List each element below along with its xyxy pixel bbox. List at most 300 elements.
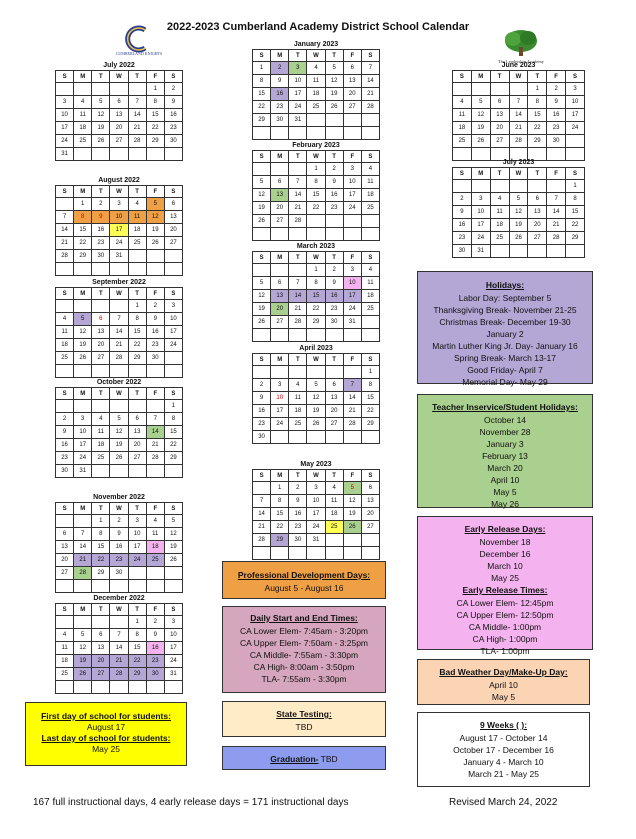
first-day-date: August 17 bbox=[86, 722, 126, 732]
weekday-header: S bbox=[566, 168, 585, 180]
day-cell: 30 bbox=[453, 245, 472, 258]
weekday-header: F bbox=[547, 168, 566, 180]
day-cell bbox=[361, 215, 379, 228]
month-title: July 2022 bbox=[103, 62, 135, 69]
day-cell: 28 bbox=[343, 418, 361, 431]
month-title: January 2023 bbox=[293, 41, 339, 48]
day-cell: 14 bbox=[361, 75, 379, 88]
weekday-header: W bbox=[307, 252, 325, 264]
day-cell: 28 bbox=[361, 101, 379, 114]
day-cell: 13 bbox=[56, 541, 74, 554]
early-release-day-line: November 18 bbox=[479, 537, 531, 547]
day-cell: 19 bbox=[509, 219, 528, 232]
day-cell bbox=[253, 547, 271, 560]
day-cell: 24 bbox=[289, 101, 307, 114]
holidays-heading: Holidays: bbox=[485, 280, 525, 290]
day-cell: 17 bbox=[74, 439, 92, 452]
weekday-header: T bbox=[128, 288, 146, 300]
day-cell: 15 bbox=[128, 642, 146, 655]
day-cell: 23 bbox=[146, 655, 164, 668]
day-cell: 14 bbox=[289, 290, 307, 303]
day-cell: 20 bbox=[271, 303, 289, 316]
day-cell: 7 bbox=[343, 379, 361, 392]
day-cell bbox=[128, 681, 146, 694]
day-cell: 10 bbox=[566, 96, 585, 109]
day-cell: 10 bbox=[343, 176, 361, 189]
day-cell: 10 bbox=[307, 495, 325, 508]
day-cell bbox=[509, 83, 528, 96]
day-cell: 5 bbox=[146, 198, 164, 211]
day-cell: 22 bbox=[271, 521, 289, 534]
day-cell: 15 bbox=[271, 508, 289, 521]
day-cell: 24 bbox=[110, 237, 128, 250]
day-cell: 25 bbox=[92, 452, 110, 465]
day-cell: 15 bbox=[74, 224, 92, 237]
day-cell: 2 bbox=[164, 83, 182, 96]
weekday-header: S bbox=[56, 71, 74, 83]
weekday-header: W bbox=[307, 50, 325, 62]
day-cell bbox=[271, 329, 289, 342]
weekday-header: S bbox=[361, 151, 379, 163]
day-cell: 30 bbox=[146, 668, 164, 681]
day-cell: 11 bbox=[453, 109, 472, 122]
day-cell: 21 bbox=[343, 405, 361, 418]
day-cell: 8 bbox=[361, 379, 379, 392]
day-cell: 20 bbox=[110, 122, 128, 135]
day-cell: 23 bbox=[325, 303, 343, 316]
day-cell bbox=[74, 148, 92, 161]
month-title: May 2023 bbox=[300, 461, 332, 468]
day-cell: 9 bbox=[325, 277, 343, 290]
day-cell: 19 bbox=[325, 88, 343, 101]
weekday-header: F bbox=[343, 50, 361, 62]
holiday-line: January 2 bbox=[486, 329, 524, 339]
weekday-header: W bbox=[509, 71, 528, 83]
day-cell: 5 bbox=[325, 62, 343, 75]
day-cell bbox=[146, 263, 164, 276]
day-cell: 17 bbox=[566, 109, 585, 122]
day-cell bbox=[325, 547, 343, 560]
day-cell: 12 bbox=[253, 189, 271, 202]
holiday-line: Labor Day: September 5 bbox=[458, 293, 552, 303]
day-cell: 18 bbox=[453, 122, 472, 135]
day-cell: 24 bbox=[164, 655, 182, 668]
day-cell: 30 bbox=[146, 352, 164, 365]
calendar-february-2023 bbox=[252, 141, 380, 241]
day-cell: 30 bbox=[271, 114, 289, 127]
day-cell: 27 bbox=[343, 101, 361, 114]
day-cell: 12 bbox=[92, 109, 110, 122]
day-cell bbox=[361, 316, 379, 329]
day-cell: 4 bbox=[453, 96, 472, 109]
day-cell: 4 bbox=[307, 62, 325, 75]
day-cell bbox=[56, 300, 74, 313]
weekday-header: T bbox=[128, 503, 146, 515]
day-cell bbox=[271, 547, 289, 560]
weekday-header: M bbox=[471, 168, 490, 180]
day-cell: 5 bbox=[164, 515, 182, 528]
weekday-header: F bbox=[146, 604, 164, 616]
day-cell: 13 bbox=[128, 426, 146, 439]
inservice-line: May 5 bbox=[493, 487, 517, 497]
day-cell: 22 bbox=[528, 122, 547, 135]
day-cell bbox=[74, 83, 92, 96]
day-cell: 4 bbox=[361, 163, 379, 176]
weekday-header: F bbox=[146, 288, 164, 300]
day-cell: 19 bbox=[92, 122, 110, 135]
day-cell bbox=[325, 329, 343, 342]
day-cell: 24 bbox=[164, 339, 182, 352]
day-cell: 7 bbox=[110, 313, 128, 326]
day-cell: 8 bbox=[164, 413, 182, 426]
day-cell: 18 bbox=[128, 224, 146, 237]
calendar-may-2023 bbox=[252, 460, 380, 560]
day-cell bbox=[509, 245, 528, 258]
day-cell: 12 bbox=[325, 75, 343, 88]
day-cell: 11 bbox=[128, 211, 146, 224]
day-cell: 11 bbox=[289, 392, 307, 405]
day-cell bbox=[128, 580, 146, 593]
day-cell: 27 bbox=[128, 452, 146, 465]
day-cell: 11 bbox=[361, 277, 379, 290]
day-cell: 2 bbox=[146, 300, 164, 313]
day-cell: 31 bbox=[164, 668, 182, 681]
day-cell bbox=[146, 400, 164, 413]
day-cell bbox=[56, 681, 74, 694]
day-cell: 13 bbox=[164, 211, 182, 224]
teacher-inservice-box bbox=[417, 394, 593, 508]
weekday-header: T bbox=[325, 252, 343, 264]
day-cell bbox=[566, 135, 585, 148]
day-cell: 19 bbox=[146, 224, 164, 237]
day-cell bbox=[92, 148, 110, 161]
day-cell: 27 bbox=[271, 316, 289, 329]
day-cell bbox=[74, 515, 92, 528]
day-cell: 17 bbox=[343, 290, 361, 303]
day-cell bbox=[343, 114, 361, 127]
weekday-header: T bbox=[289, 252, 307, 264]
weekday-header: S bbox=[253, 50, 271, 62]
weekday-header: T bbox=[289, 50, 307, 62]
day-cell: 10 bbox=[74, 426, 92, 439]
day-cell: 8 bbox=[92, 528, 110, 541]
day-cell bbox=[361, 547, 379, 560]
day-cell: 28 bbox=[509, 135, 528, 148]
day-cell: 3 bbox=[471, 193, 490, 206]
day-cell: 13 bbox=[271, 290, 289, 303]
weekday-header: F bbox=[343, 354, 361, 366]
calendar-july-2023 bbox=[452, 158, 585, 258]
day-cell: 30 bbox=[289, 534, 307, 547]
professional-development-box bbox=[222, 561, 386, 599]
day-cell: 5 bbox=[253, 277, 271, 290]
day-cell: 3 bbox=[164, 616, 182, 629]
day-cell bbox=[164, 352, 182, 365]
day-cell bbox=[271, 228, 289, 241]
day-cell bbox=[343, 547, 361, 560]
day-cell: 30 bbox=[325, 316, 343, 329]
day-cell bbox=[343, 366, 361, 379]
day-cell: 15 bbox=[164, 426, 182, 439]
day-cell bbox=[271, 366, 289, 379]
day-cell: 26 bbox=[253, 316, 271, 329]
day-cell: 23 bbox=[92, 237, 110, 250]
weekday-header: F bbox=[547, 71, 566, 83]
day-cell bbox=[271, 163, 289, 176]
day-cell: 5 bbox=[92, 96, 110, 109]
day-cell: 17 bbox=[343, 189, 361, 202]
day-cell: 9 bbox=[56, 426, 74, 439]
day-cell bbox=[289, 127, 307, 140]
day-cell: 19 bbox=[253, 202, 271, 215]
day-cell: 1 bbox=[128, 300, 146, 313]
early-release-time-line: CA Upper Elem- 12:50pm bbox=[456, 610, 554, 620]
day-cell: 11 bbox=[146, 528, 164, 541]
month-grid bbox=[55, 387, 183, 478]
day-cell bbox=[343, 431, 361, 444]
day-cell: 17 bbox=[164, 326, 182, 339]
calendar-march-2023 bbox=[252, 242, 380, 342]
day-cell: 25 bbox=[56, 352, 74, 365]
last-day-heading: Last day of school for students: bbox=[41, 733, 171, 743]
day-cell: 31 bbox=[343, 316, 361, 329]
day-cell: 26 bbox=[307, 418, 325, 431]
day-cell bbox=[92, 365, 110, 378]
day-cell: 5 bbox=[343, 482, 361, 495]
day-cell: 2 bbox=[453, 193, 472, 206]
month-title: April 2023 bbox=[299, 345, 333, 352]
day-cell: 30 bbox=[92, 250, 110, 263]
day-cell: 4 bbox=[128, 198, 146, 211]
day-cell bbox=[547, 180, 566, 193]
day-cell: 11 bbox=[56, 326, 74, 339]
day-cell: 23 bbox=[56, 452, 74, 465]
day-cell bbox=[307, 114, 325, 127]
day-cell: 12 bbox=[509, 206, 528, 219]
day-cell: 26 bbox=[110, 452, 128, 465]
day-cell: 18 bbox=[490, 219, 509, 232]
day-cell: 2 bbox=[325, 163, 343, 176]
day-cell: 13 bbox=[271, 189, 289, 202]
day-cell: 30 bbox=[164, 135, 182, 148]
month-title: September 2022 bbox=[92, 279, 146, 286]
day-cell: 16 bbox=[146, 642, 164, 655]
weekday-header: T bbox=[92, 71, 110, 83]
day-cell: 20 bbox=[271, 202, 289, 215]
day-cell: 3 bbox=[110, 198, 128, 211]
state-testing-heading: State Testing: bbox=[276, 709, 332, 719]
day-cell bbox=[307, 215, 325, 228]
day-cell: 20 bbox=[164, 224, 182, 237]
day-cell: 28 bbox=[289, 316, 307, 329]
day-cell: 21 bbox=[547, 219, 566, 232]
state-testing-value: TBD bbox=[295, 722, 313, 732]
day-cell: 7 bbox=[361, 62, 379, 75]
day-cell bbox=[271, 431, 289, 444]
day-cell: 25 bbox=[325, 521, 343, 534]
day-cell: 26 bbox=[92, 135, 110, 148]
day-cell: 26 bbox=[253, 215, 271, 228]
holiday-line: Spring Break- March 13-17 bbox=[453, 353, 557, 363]
inservice-line: January 3 bbox=[486, 439, 524, 449]
day-cell bbox=[307, 329, 325, 342]
bad-weather-heading: Bad Weather Day/Make-Up Day: bbox=[439, 667, 568, 677]
day-cell bbox=[146, 580, 164, 593]
day-cell bbox=[325, 215, 343, 228]
day-cell: 27 bbox=[56, 567, 74, 580]
day-cell: 12 bbox=[307, 392, 325, 405]
day-cell bbox=[271, 264, 289, 277]
day-cell: 30 bbox=[253, 431, 271, 444]
day-cell bbox=[253, 163, 271, 176]
day-cell: 13 bbox=[92, 326, 110, 339]
day-cell: 1 bbox=[528, 83, 547, 96]
day-cell bbox=[56, 616, 74, 629]
month-grid bbox=[252, 353, 380, 444]
weekday-header: W bbox=[110, 604, 128, 616]
nine-weeks-line: October 17 - December 16 bbox=[453, 745, 554, 755]
weekday-header: T bbox=[528, 168, 547, 180]
day-cell: 15 bbox=[253, 88, 271, 101]
instructional-days-footer: 167 full instructional days, 4 early release days = 171 instructional days bbox=[33, 797, 349, 808]
day-cell: 4 bbox=[74, 96, 92, 109]
day-cell: 3 bbox=[56, 96, 74, 109]
weekday-header: S bbox=[361, 252, 379, 264]
day-cell: 23 bbox=[110, 554, 128, 567]
day-cell: 8 bbox=[128, 313, 146, 326]
day-cell: 11 bbox=[92, 426, 110, 439]
weekday-header: T bbox=[128, 604, 146, 616]
day-cell bbox=[128, 83, 146, 96]
day-cell: 26 bbox=[343, 521, 361, 534]
day-cell: 23 bbox=[164, 122, 182, 135]
day-cell: 14 bbox=[110, 326, 128, 339]
day-cell: 16 bbox=[271, 88, 289, 101]
day-cell: 25 bbox=[307, 101, 325, 114]
day-cell: 6 bbox=[56, 528, 74, 541]
month-grid bbox=[252, 49, 380, 140]
nine-weeks-line: January 4 - March 10 bbox=[463, 757, 544, 767]
early-release-day-line: December 16 bbox=[479, 549, 531, 559]
day-cell: 3 bbox=[271, 379, 289, 392]
professional-development-dates: August 5 - August 16 bbox=[264, 583, 344, 593]
day-cell: 30 bbox=[110, 567, 128, 580]
day-cell: 21 bbox=[56, 237, 74, 250]
day-cell: 7 bbox=[110, 629, 128, 642]
day-cell: 24 bbox=[128, 554, 146, 567]
right-logo-text: The Leadership Academy bbox=[497, 59, 545, 64]
day-cell bbox=[343, 228, 361, 241]
day-cell: 25 bbox=[74, 135, 92, 148]
day-cell bbox=[271, 127, 289, 140]
day-cell: 14 bbox=[253, 508, 271, 521]
day-cell: 20 bbox=[361, 508, 379, 521]
day-cell: 2 bbox=[271, 62, 289, 75]
day-cell: 20 bbox=[92, 339, 110, 352]
day-cell bbox=[110, 263, 128, 276]
day-cell: 6 bbox=[110, 96, 128, 109]
weekday-header: W bbox=[110, 288, 128, 300]
day-cell: 25 bbox=[289, 418, 307, 431]
day-cell bbox=[56, 515, 74, 528]
day-cell bbox=[361, 431, 379, 444]
day-cell: 20 bbox=[128, 439, 146, 452]
day-cell: 16 bbox=[547, 109, 566, 122]
weekday-header: S bbox=[253, 151, 271, 163]
day-cell: 15 bbox=[307, 189, 325, 202]
day-cell: 29 bbox=[307, 316, 325, 329]
day-cell: 27 bbox=[110, 135, 128, 148]
weekday-header: S bbox=[56, 503, 74, 515]
day-cell: 11 bbox=[74, 109, 92, 122]
first-last-day-box bbox=[25, 702, 187, 766]
day-cell: 18 bbox=[56, 655, 74, 668]
day-cell: 23 bbox=[325, 202, 343, 215]
day-cell bbox=[325, 431, 343, 444]
day-cell: 6 bbox=[528, 193, 547, 206]
day-cell bbox=[110, 400, 128, 413]
day-cell: 8 bbox=[566, 193, 585, 206]
day-cell: 29 bbox=[128, 668, 146, 681]
teacher-inservice-heading: Teacher Inservice/Student Holidays: bbox=[432, 402, 578, 412]
month-grid bbox=[452, 167, 585, 258]
day-cell bbox=[253, 329, 271, 342]
day-cell: 18 bbox=[146, 541, 164, 554]
day-cell: 1 bbox=[253, 62, 271, 75]
day-cell: 22 bbox=[128, 339, 146, 352]
day-cell: 10 bbox=[110, 211, 128, 224]
month-grid bbox=[252, 469, 380, 560]
graduation-value: TBD bbox=[318, 754, 338, 764]
day-cell: 8 bbox=[271, 495, 289, 508]
day-cell: 10 bbox=[164, 629, 182, 642]
day-cell: 3 bbox=[289, 62, 307, 75]
day-cell: 29 bbox=[271, 534, 289, 547]
weekday-header: T bbox=[92, 388, 110, 400]
month-grid bbox=[55, 603, 183, 694]
day-cell: 19 bbox=[307, 405, 325, 418]
day-cell: 14 bbox=[343, 392, 361, 405]
weekday-header: S bbox=[566, 71, 585, 83]
day-cell: 16 bbox=[56, 439, 74, 452]
day-cell: 7 bbox=[128, 96, 146, 109]
inservice-line: April 10 bbox=[490, 475, 520, 485]
day-cell: 6 bbox=[92, 629, 110, 642]
day-cell: 20 bbox=[325, 405, 343, 418]
day-cell: 1 bbox=[271, 482, 289, 495]
day-cell bbox=[74, 580, 92, 593]
day-cell: 13 bbox=[92, 642, 110, 655]
weekday-header: S bbox=[253, 252, 271, 264]
day-cell bbox=[307, 547, 325, 560]
day-cell bbox=[56, 198, 74, 211]
weekday-header: T bbox=[128, 186, 146, 198]
weekday-header: F bbox=[343, 252, 361, 264]
day-cell: 11 bbox=[56, 642, 74, 655]
day-cell: 27 bbox=[164, 237, 182, 250]
weekday-header: T bbox=[490, 71, 509, 83]
day-cell: 21 bbox=[74, 554, 92, 567]
day-cell: 31 bbox=[56, 148, 74, 161]
day-cell: 27 bbox=[92, 352, 110, 365]
day-cell: 4 bbox=[56, 313, 74, 326]
day-cell: 4 bbox=[325, 482, 343, 495]
day-cell: 24 bbox=[74, 452, 92, 465]
day-cell: 10 bbox=[343, 277, 361, 290]
day-cell: 23 bbox=[289, 521, 307, 534]
day-cell: 16 bbox=[253, 405, 271, 418]
nine-weeks-line: March 21 - May 25 bbox=[468, 769, 539, 779]
